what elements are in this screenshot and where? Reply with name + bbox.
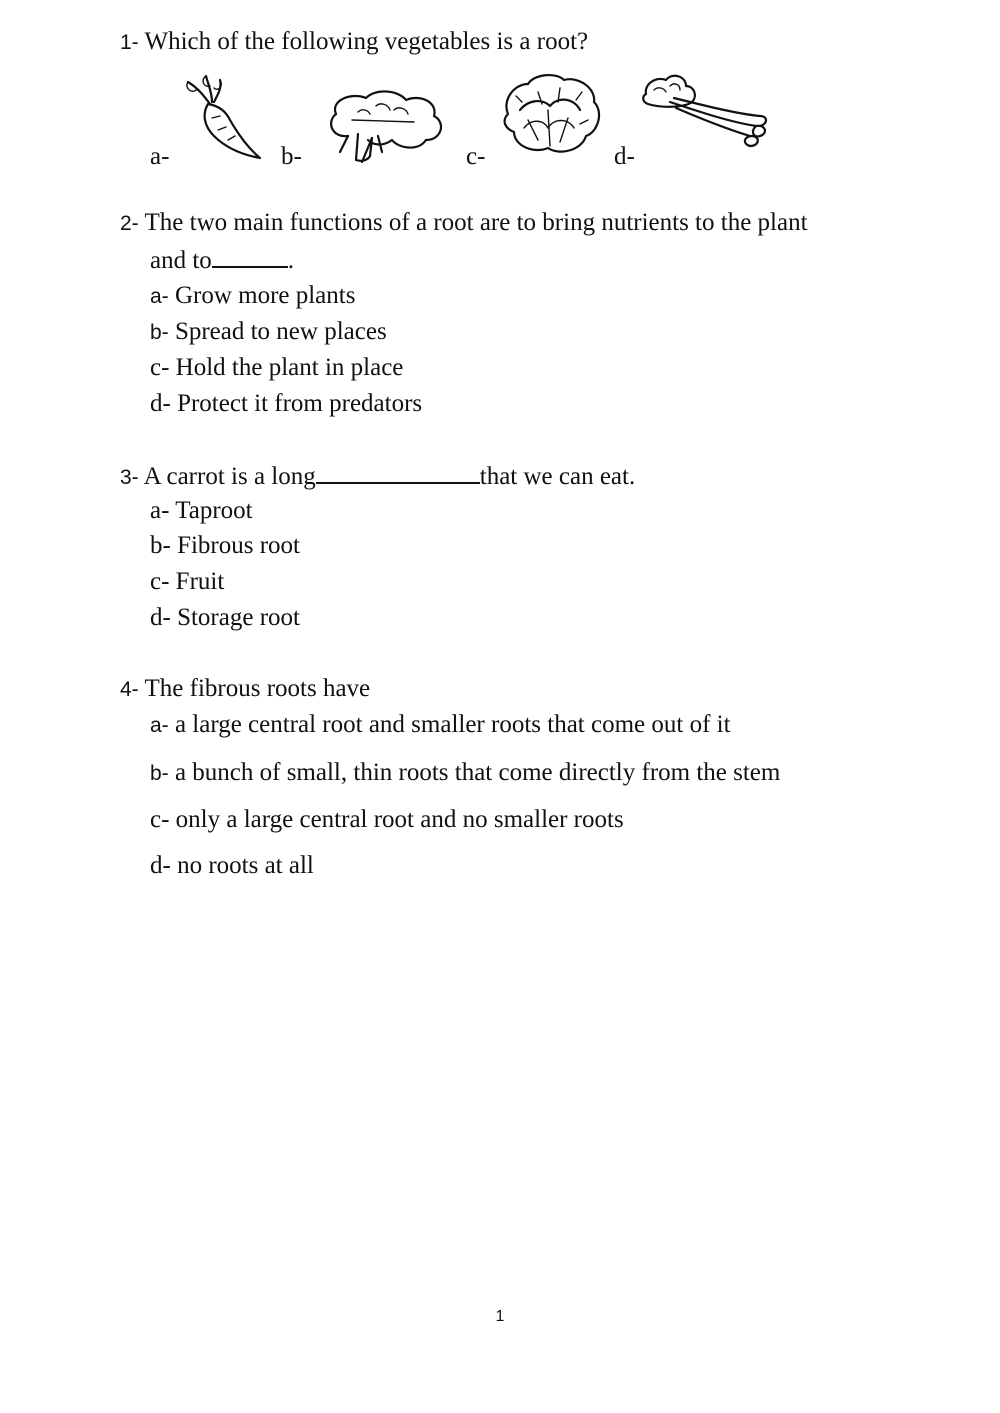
- question-2: [120, 208, 808, 239]
- option-letter: b-: [150, 762, 169, 785]
- broccoli-icon: [322, 86, 452, 171]
- option-text: Fruit: [175, 568, 225, 595]
- option-text: Fibrous root: [177, 532, 301, 559]
- option-letter: d-: [150, 604, 171, 631]
- lettuce-icon: [498, 70, 606, 163]
- question-number: 3-: [120, 466, 139, 489]
- answer-blank: [212, 244, 288, 268]
- option-1c-label: c-: [466, 143, 486, 170]
- question-text-after-blank: that we can eat.: [479, 463, 636, 490]
- option-letter: d-: [150, 852, 171, 879]
- option-letter: a-: [150, 497, 170, 524]
- option-4b: [150, 758, 780, 789]
- option-2b: [150, 317, 387, 348]
- option-3c: [150, 567, 224, 597]
- question-1: [120, 27, 588, 58]
- option-text: Hold the plant in place: [175, 354, 404, 381]
- page-number: 1: [495, 1308, 505, 1325]
- question-number: 4-: [120, 678, 139, 701]
- answer-blank: [316, 460, 480, 484]
- celery-icon: [640, 72, 770, 159]
- option-2a: [150, 281, 355, 312]
- option-text: no roots at all: [177, 852, 314, 879]
- question-number: 1-: [120, 31, 139, 54]
- option-2d: [150, 389, 422, 419]
- option-3a: [150, 496, 253, 526]
- option-letter: c-: [150, 568, 170, 595]
- question-text-before-blank: and to: [150, 247, 212, 274]
- option-4a: [150, 710, 731, 741]
- question-number: 2-: [120, 212, 139, 235]
- option-1d-label: d-: [614, 143, 635, 170]
- option-4d: [150, 851, 314, 881]
- option-text: Grow more plants: [174, 282, 356, 309]
- option-letter: a-: [150, 714, 169, 737]
- carrot-icon: [178, 74, 273, 167]
- option-text: Taproot: [175, 497, 253, 524]
- question-text-before-blank: A carrot is a long: [143, 463, 316, 490]
- question-text: The two main functions of a root are to bring nutrients to the plant: [144, 209, 808, 236]
- option-letter: c-: [150, 354, 170, 381]
- question-text: The fibrous roots have: [144, 675, 371, 702]
- option-text: only a large central root and no smaller roots: [175, 806, 624, 833]
- option-1b-label: b-: [281, 143, 302, 170]
- option-letter: b-: [150, 321, 169, 344]
- option-text: a bunch of small, thin roots that come directly from the stem: [174, 759, 781, 786]
- option-letter: c-: [150, 806, 170, 833]
- question-text: Which of the following vegetables is a root?: [144, 28, 589, 55]
- question-3: [120, 460, 635, 493]
- option-letter: b-: [150, 532, 171, 559]
- question-4: [120, 674, 370, 705]
- option-letter: a-: [150, 285, 169, 308]
- option-letter: d-: [150, 390, 171, 417]
- option-1a-label: a-: [150, 143, 170, 170]
- option-4c: [150, 805, 624, 835]
- option-text: Spread to new places: [174, 318, 387, 345]
- question-text-after-blank: .: [287, 247, 295, 274]
- option-3d: [150, 603, 300, 633]
- option-text: Protect it from predators: [177, 390, 423, 417]
- option-text: a large central root and smaller roots that come out of it: [174, 711, 731, 738]
- option-text: Storage root: [177, 604, 300, 631]
- option-2c: [150, 353, 403, 383]
- question-2-line-2: [150, 244, 294, 276]
- option-3b: [150, 531, 300, 561]
